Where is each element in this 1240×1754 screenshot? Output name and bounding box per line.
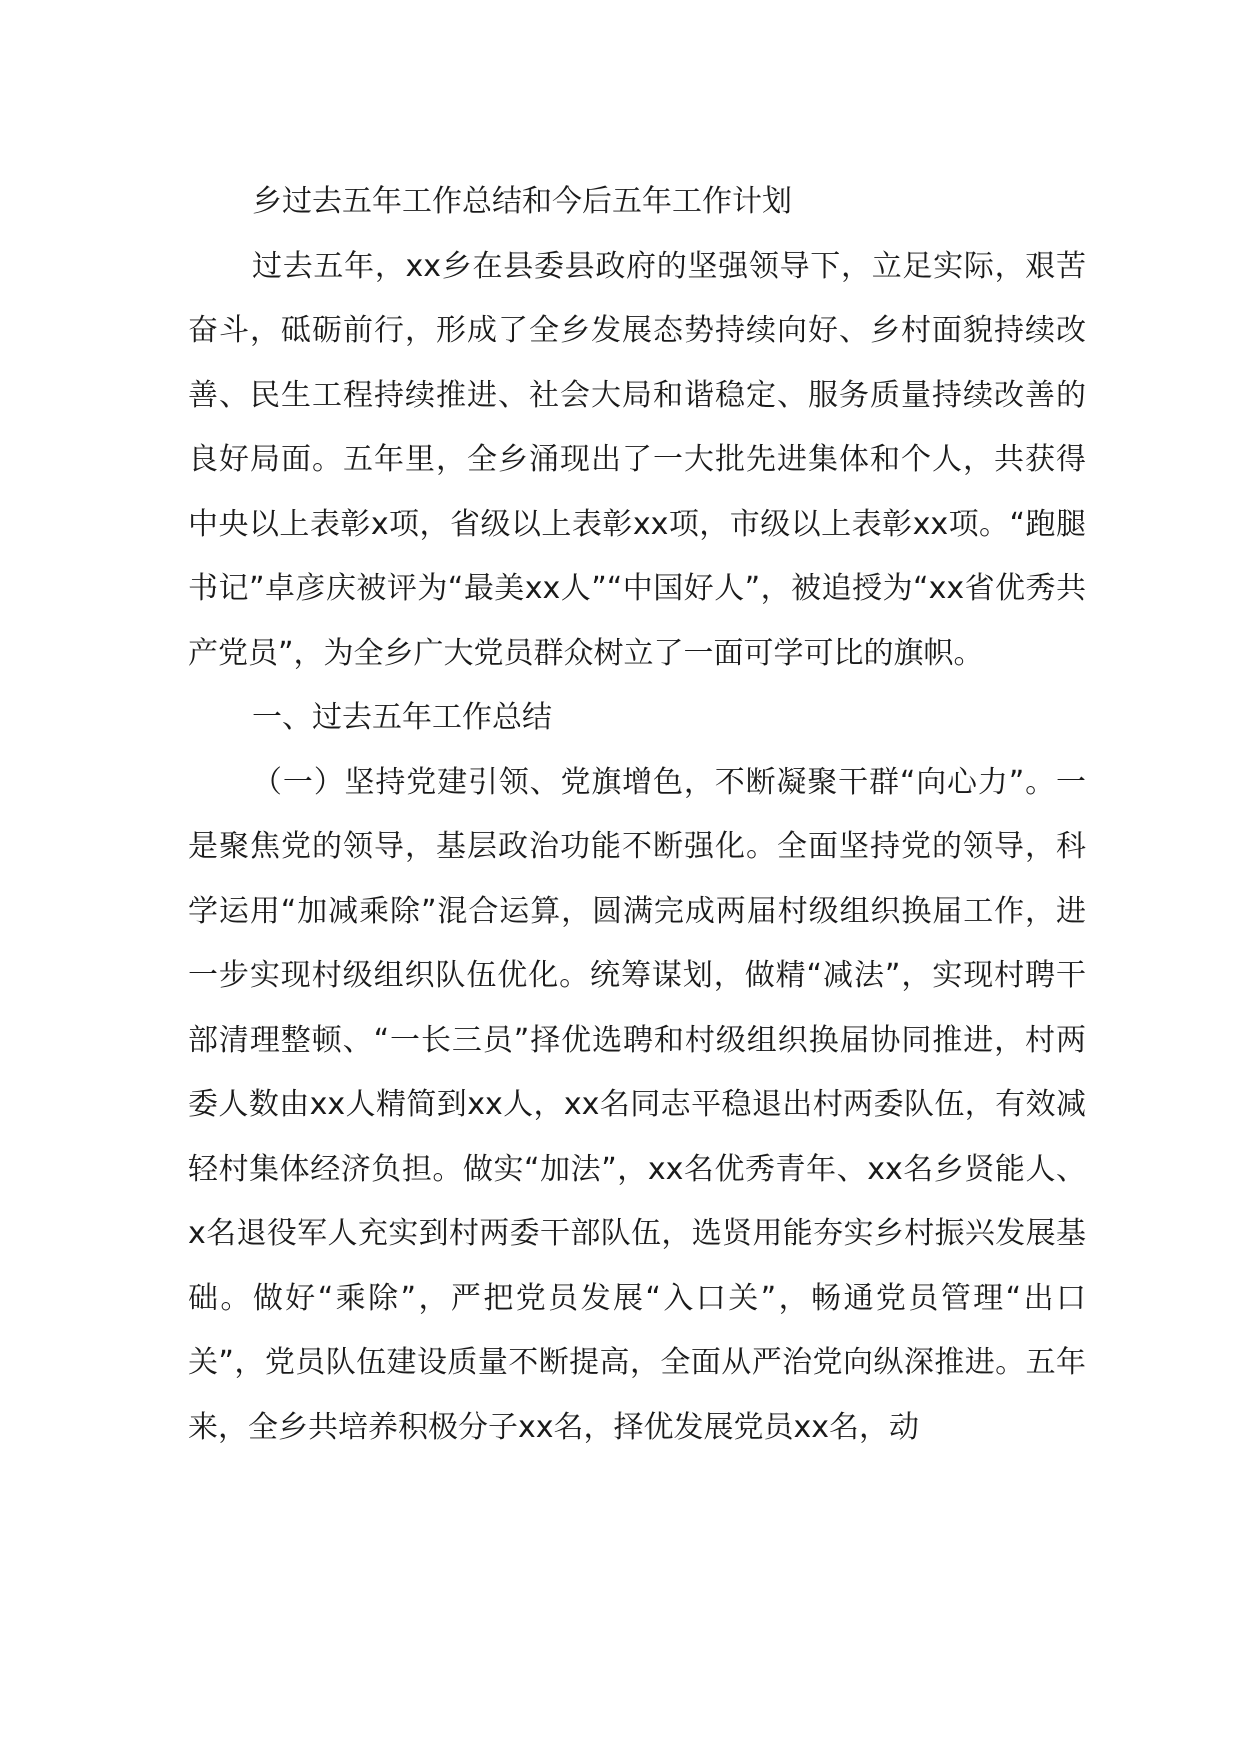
paragraph-intro: 过去五年，xx乡在县委县政府的坚强领导下，立足实际，艰苦奋斗，砥砺前行，形成了全乡发展态势持续向好、乡村面貌持续改善、民生工程持续推进、社会大局和谐稳定、服务质量持续改善的良好局面。五年里，全乡涌现出了一大批先进集体和个人，共获得中央以上表彰x项，省级以上表彰xx项，市级以上表彰xx项。“跑腿书记”卓彦庆被评为“最美xx人”“中国好人”，被追授为“xx省优秀共产党员”，为全乡广大党员群众树立了一面可学可比的旗帜。 xyxy=(188,248,1086,671)
document-body xyxy=(188,170,1086,1460)
paragraph-party-building: （一）坚持党建引领、党旗增色，不断凝聚干群“向心力”。一是聚焦党的领导，基层政治功能不断强化。全面坚持党的领导，科学运用“加减乘除”混合运算，圆满完成两届村级组织换届工作，进一步实现村级组织队伍优化。统筹谋划，做精“减法”，实现村聘干部清理整顿、“一长三员”择优选聘和村级组织换届协同推进，村两委人数由xx人精简到xx人，xx名同志平稳退出村两委队伍，有效减轻村集体经济负担。做实“加法”，xx名优秀青年、xx名乡贤能人、x名退役军人充实到村两委干部队伍，选贤用能夯实乡村振兴发展基础。做好“乘除”，严把党员发展“入口关”，畅通党员管理“出口关”，党员队伍建设质量不断提高，全面从严治党向纵深推进。五年来，全乡共培养积极分子xx名，择优发展党员xx名，动 xyxy=(188,764,1086,1445)
section-heading: 一、过去五年工作总结 xyxy=(252,700,552,735)
document-title: 乡过去五年工作总结和今后五年工作计划 xyxy=(252,184,792,219)
